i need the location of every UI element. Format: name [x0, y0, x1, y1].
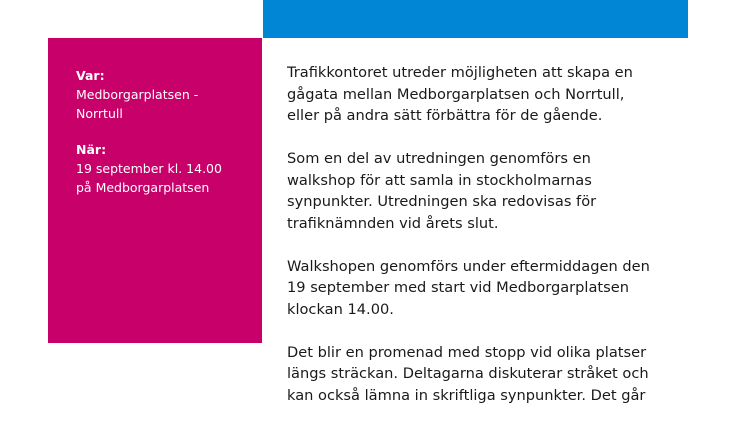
line: klockan 14.00.: [287, 300, 394, 318]
location-label: Var:: [76, 68, 105, 83]
article-body: [287, 62, 707, 428]
time-label: När:: [76, 142, 107, 157]
line: Som en del av utredningen genomförs en: [287, 150, 591, 167]
time-value-line1: 19 september kl. 14.00: [76, 161, 222, 176]
paragraph-2: [287, 148, 707, 234]
paragraph-3: [287, 256, 707, 321]
paragraph-1: [287, 62, 707, 127]
location-value-line2: Norrtull: [76, 106, 123, 121]
line: eller på andra sätt förbättra för de gående.: [287, 107, 603, 124]
line: Det blir en promenad med stopp vid olika platser: [287, 343, 647, 361]
line: synpunkter. Utredningen ska redovisas för: [287, 193, 597, 210]
line: 19 september med start vid Medborgarplatsen: [287, 279, 629, 296]
line: Trafikkontoret utreder möjligheten att skapa en: [287, 64, 633, 81]
paragraph-4: [287, 342, 707, 407]
line: Walkshopen genomförs under eftermiddagen den: [287, 257, 650, 275]
time-value-line2: på Medborgarplatsen: [76, 180, 210, 195]
time-group: [76, 140, 242, 197]
location-group: [76, 66, 242, 123]
line: kan också lämna in skriftliga synpunkter. Det går: [287, 386, 646, 404]
line: gågata mellan Medborgarplatsen och Norrtull,: [287, 85, 625, 103]
top-color-band: [263, 0, 688, 38]
line: walkshop för att samla in stockholmarnas: [287, 171, 592, 189]
line: trafiknämnden vid årets slut.: [287, 214, 499, 232]
location-value-line1: Medborgarplatsen -: [76, 87, 199, 102]
event-info-box: [48, 38, 262, 343]
line: längs sträckan. Deltagarna diskuterar stråket och: [287, 365, 649, 382]
